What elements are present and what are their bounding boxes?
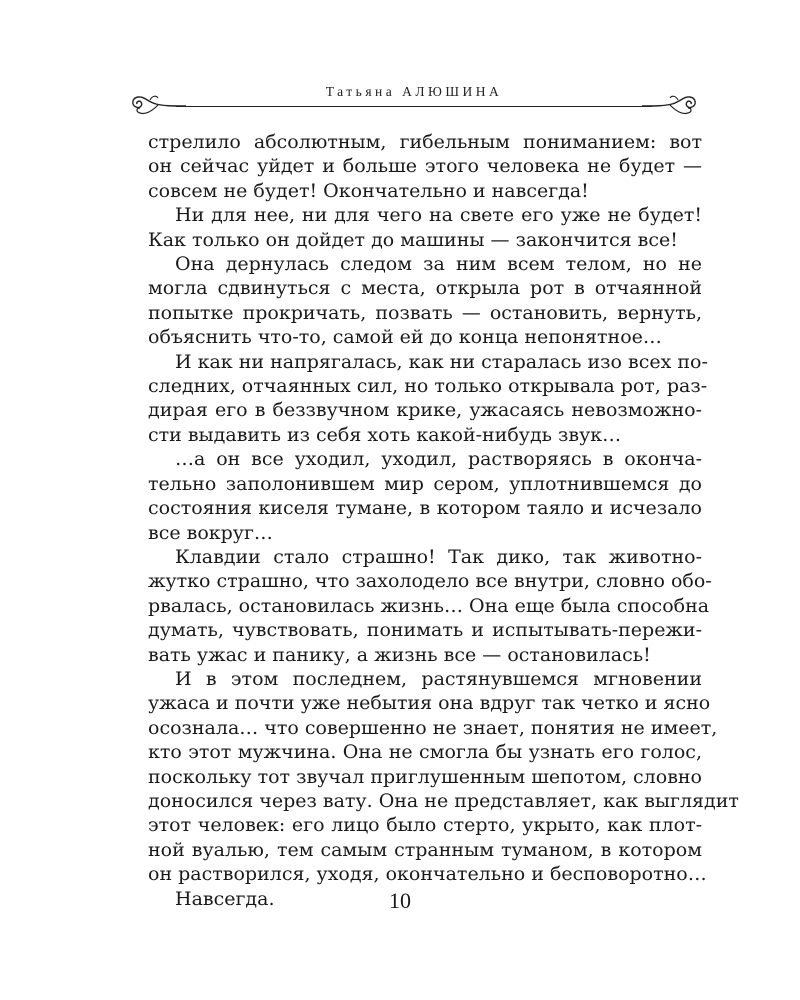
text-line: могла сдвинуться с места, открыла рот в отчаянной — [148, 277, 702, 300]
text-line: И как ни напрягалась, как ни старалась изо всех по- — [175, 350, 708, 373]
text-line: кто этот мужчина. Она не смогла бы узнать его голос, — [148, 741, 702, 764]
text-line: Она дернулась следом за ним всем телом, но не — [175, 253, 702, 276]
text-line: дирая его в беззвучном крике, ужасаясь невозможно- — [148, 399, 702, 422]
page-body-text — [148, 130, 739, 911]
text-line: жутко страшно, что захолодело все внутри, словно обо- — [148, 570, 712, 593]
text-line: он растворился, уходя, окончательно и бесповоротно… — [148, 863, 707, 886]
text-line: сти выдавить из себя хоть какой-нибудь звук… — [148, 423, 622, 446]
text-line: Навсегда. — [175, 887, 275, 910]
text-line: тельно заполонившем мир сером, уплотнившемся до — [148, 472, 702, 495]
text-line: Ни для нее, ни для чего на свете его уже не будет! — [175, 204, 702, 227]
text-line: совсем не будет! Окончательно и навсегда! — [148, 179, 589, 202]
text-line: этот человек: его лицо было стерто, укрыто, как плот- — [148, 814, 702, 837]
text-line: ужаса и почти уже небытия она вдруг так четко и ясно — [148, 692, 711, 715]
text-line: попытке прокричать, позвать — остановить, вернуть, — [148, 301, 702, 324]
text-line: ной вуалью, тем самым странным туманом, в котором — [148, 838, 702, 861]
text-line: вать ужас и панику, а жизнь все — остановилась! — [148, 643, 651, 666]
text-line: поскольку тот звучал приглушенным шепотом, словно — [148, 765, 702, 788]
text-line: осознала… что совершенно не знает, понятия не имеет, — [148, 716, 718, 739]
text-line: Клавдии стало страшно! Так дико, так животно- — [175, 545, 702, 568]
text-line: рвалась, остановилась жизнь… Она еще была способна — [148, 594, 710, 617]
text-line: …а он все уходил, уходил, растворяясь в оконча- — [175, 448, 702, 471]
text-line: все вокруг… — [148, 521, 273, 544]
running-header — [128, 80, 700, 124]
text-line: думать, чувствовать, понимать и испытывать-пережи- — [148, 619, 702, 642]
header-rule — [176, 106, 652, 107]
author-name: Татьяна АЛЮШИНА — [325, 84, 503, 99]
page-number: 10 — [389, 888, 411, 913]
text-line: объяснить что-то, самой ей до конца непонятное… — [148, 326, 662, 349]
text-line: состояния киселя тумане, в котором таяло и исчезало — [148, 497, 702, 520]
text-line: Как только он дойдет до машины — закончится все! — [148, 228, 678, 251]
text-line: он сейчас уйдет и больше этого человека не будет — — [148, 155, 702, 178]
text-line: доносился через вату. Она не представляет, как выглядит — [148, 789, 739, 812]
flourish-right-icon — [640, 88, 700, 120]
text-line: следних, отчаянных сил, но только открывала рот, раз- — [148, 375, 708, 398]
text-line: И в этом последнем, растянувшемся мгновении — [175, 667, 702, 690]
text-line: стрелило абсолютным, гибельным пониманием: вот — [148, 131, 702, 153]
